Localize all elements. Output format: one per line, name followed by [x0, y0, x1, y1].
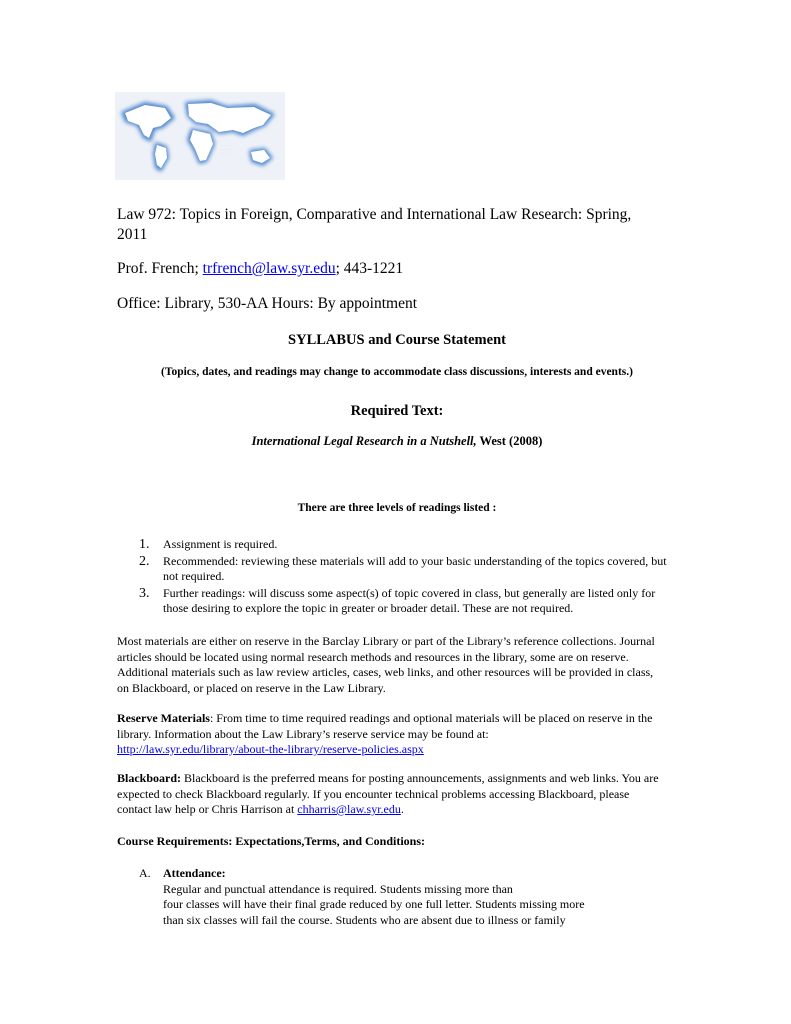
list-number: 2. [139, 554, 150, 569]
svg-text:· · · · · · ·: · · · · · · · [221, 143, 234, 147]
required-text-title: International Legal Research in a Nutshell, [251, 434, 477, 448]
blackboard-paragraph [117, 771, 662, 818]
reserve-policies-link[interactable]: http://law.syr.edu/library/about-the-library/reserve-policies.aspx [117, 742, 424, 756]
required-text-heading: Required Text: [350, 403, 444, 419]
attendance-line [139, 897, 659, 913]
reserve-text: : From time to time required readings and optional materials will be placed on reserve in the library. Information about the Law Library’s reserve service may be found at: [117, 711, 653, 741]
list-item [139, 537, 679, 552]
syllabus-note: (Topics, dates, and readings may change to accommodate class discussions, interests and events.) [161, 366, 633, 378]
required-text-publisher: West (2008) [476, 434, 543, 448]
list-item [139, 586, 679, 616]
list-text: Further readings: will discuss some aspect(s) of topic covered in class, but generally are listed only for those desiring to explore the topic in greater or broader detail. These are not required. [163, 586, 656, 615]
required-text-citation [117, 434, 677, 449]
materials-paragraph: Most materials are either on reserve in the Barclay Library or part of the Library’s reference collections. Journal articles should be located using normal research methods and resources in the library, some are on reserve. Additional materials such as law review articles, cases, web links, and other resources will be provided in class, on Blackboard, or placed on reserve in the Law Library. [117, 634, 655, 695]
reserve-label: Reserve Materials [117, 711, 210, 725]
svg-text:· · · · · ·: · · · · · · [221, 147, 232, 151]
svg-text:· · · ·: · · · · [221, 151, 228, 155]
levels-heading: There are three levels of readings listed : [297, 502, 497, 514]
attendance-text: four classes will have their final grade reduced by one full letter. Students missing more [163, 897, 585, 911]
prof-suffix: ; 443-1221 [335, 260, 404, 277]
attendance-text: than six classes will fail the course. Students who are absent due to illness or family [163, 912, 566, 927]
list-number: 1. [139, 537, 150, 552]
attendance-letter: A. [139, 866, 151, 880]
list-text: Recommended: reviewing these materials will add to your basic understanding of the topics covered, but not required. [163, 554, 667, 583]
blackboard-label: Blackboard: [117, 771, 182, 785]
attendance-line [139, 882, 659, 898]
professor-line [117, 259, 403, 279]
list-text: Assignment is required. [163, 537, 278, 551]
list-item [139, 554, 679, 584]
syllabus-heading: SYLLABUS and Course Statement [288, 332, 506, 348]
attendance-line [139, 913, 659, 929]
requirements-heading: Course Requirements: Expectations,Terms, and Conditions: [117, 834, 426, 848]
world-map-logo [115, 92, 285, 180]
attendance-title: Attendance: [163, 866, 226, 880]
office-hours: Office: Library, 530-AA Hours: By appointment [117, 295, 418, 312]
attendance-text: Regular and punctual attendance is required. Students missing more than [163, 881, 513, 896]
attendance-title-row [139, 866, 659, 882]
course-title: Law 972: Topics in Foreign, Comparative and International Law Research: Spring, 2011 [117, 206, 632, 243]
blackboard-text: Blackboard is the preferred means for posting announcements, assignments and web links. You are expected to check Blackboard regularly. If you encounter technical problems accessing Blackboard, please contact law help or Chris Harrison at [117, 771, 659, 816]
reserve-paragraph [117, 711, 662, 758]
attendance-section [139, 866, 659, 928]
prof-prefix: Prof. French; [117, 260, 203, 277]
levels-list [139, 537, 679, 618]
prof-email-link[interactable]: trfrench@law.syr.edu [202, 260, 336, 277]
harrison-email-link[interactable]: chharris@law.syr.edu [297, 802, 401, 816]
list-number: 3. [139, 586, 150, 601]
blackboard-end: . [400, 802, 404, 816]
